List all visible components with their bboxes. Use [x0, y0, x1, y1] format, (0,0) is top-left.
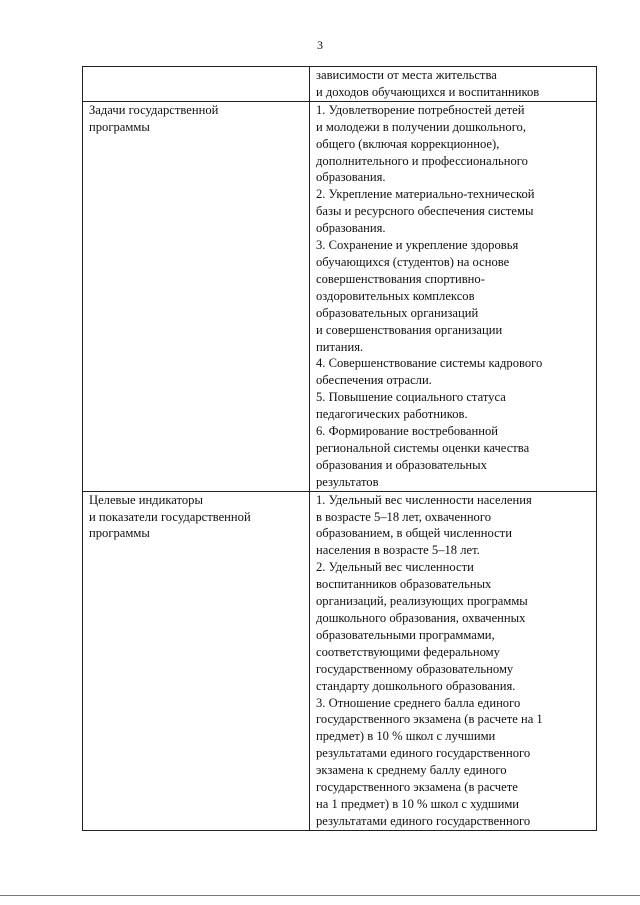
content-line: питания.	[316, 339, 364, 354]
row-content-cell	[310, 491, 597, 830]
content-line: государственному образовательному	[316, 661, 514, 676]
content-line: и молодежи в получении дошкольного,	[316, 119, 527, 134]
content-line: предмет) в 10 % школ с лучшими	[316, 729, 496, 744]
label-line: программы	[89, 119, 150, 134]
content-line: соответствующими федеральному	[316, 644, 500, 659]
content-line: 1. Удельный вес численности населения	[316, 492, 532, 507]
content-line: 2. Удельный вес численности	[316, 560, 474, 575]
content-line: населения в возрасте 5–18 лет.	[316, 543, 480, 558]
content-line: 2. Укрепление материально-технической	[316, 187, 535, 202]
row-content-cell	[310, 101, 597, 491]
page-bottom-rule	[0, 895, 640, 896]
content-line: 4. Совершенствование системы кадрового	[316, 356, 543, 371]
content-line: образования и образовательных	[316, 457, 487, 472]
content-line: государственного экзамена (в расчете	[316, 780, 518, 795]
row-content-cell	[310, 67, 597, 102]
content-line: 1. Удовлетворение потребностей детей	[316, 102, 525, 117]
content-line: педагогических работников.	[316, 407, 468, 422]
content-line: оздоровительных комплексов	[316, 288, 475, 303]
content-line: результатов	[316, 474, 379, 489]
content-line: региональной системы оценки качества	[316, 440, 530, 455]
content-line: базы и ресурсного обеспечения системы	[316, 204, 534, 219]
content-line: на 1 предмет) в 10 % школ с худшими	[316, 796, 520, 811]
content-line: в возрасте 5–18 лет, охваченного	[316, 509, 492, 524]
content-line: дошкольного образования, охваченных	[316, 611, 526, 625]
content-line: зависимости от места жительства	[316, 68, 497, 82]
content-line: экзамена к среднему баллу единого	[316, 763, 507, 778]
content-line: и доходов обучающихся и воспитанников	[316, 84, 540, 99]
content-line: образования.	[316, 221, 386, 236]
content-line: 3. Отношение среднего балла единого	[316, 695, 521, 710]
content-line: результатами единого государственного	[316, 746, 531, 761]
content-line: общего (включая коррекционное),	[316, 136, 500, 151]
row-label-cell	[83, 67, 310, 102]
content-line: и совершенствования организации	[316, 322, 503, 337]
row-label-cell	[83, 101, 310, 491]
row-label-cell	[83, 491, 310, 830]
label-line: Задачи государственной	[89, 102, 219, 117]
content-line: организаций, реализующих программы	[316, 594, 528, 609]
content-line: образования.	[316, 170, 386, 185]
content-line: образовательных организаций	[316, 305, 479, 320]
content-line: 5. Повышение социального статуса	[316, 390, 506, 405]
content-line: обучающихся (студентов) на основе	[316, 254, 510, 269]
label-line: программы	[89, 526, 150, 541]
content-line: образовательными программами,	[316, 627, 495, 642]
content-line: государственного экзамена (в расчете на 1	[316, 712, 543, 727]
content-line: стандарту дошкольного образования.	[316, 678, 516, 693]
content-line: 3. Сохранение и укрепление здоровья	[316, 238, 519, 253]
content-line: обеспечения отрасли.	[316, 373, 432, 388]
table-row	[83, 67, 597, 102]
page-number: 3	[317, 38, 323, 52]
content-line: совершенствования спортивно-	[316, 271, 485, 286]
table-row	[83, 491, 597, 830]
table-row	[83, 101, 597, 491]
content-line: дополнительного и профессионального	[316, 153, 528, 168]
content-line: воспитанников образовательных	[316, 577, 492, 592]
program-passport-table	[82, 66, 597, 831]
content-line: 6. Формирование востребованной	[316, 424, 499, 439]
content-line: образованием, в общей численности	[316, 526, 512, 541]
content-line: результатами единого государственного	[316, 813, 531, 828]
label-line: Целевые индикаторы	[89, 492, 203, 507]
table-body	[83, 67, 597, 831]
label-line: и показатели государственной	[89, 509, 251, 524]
